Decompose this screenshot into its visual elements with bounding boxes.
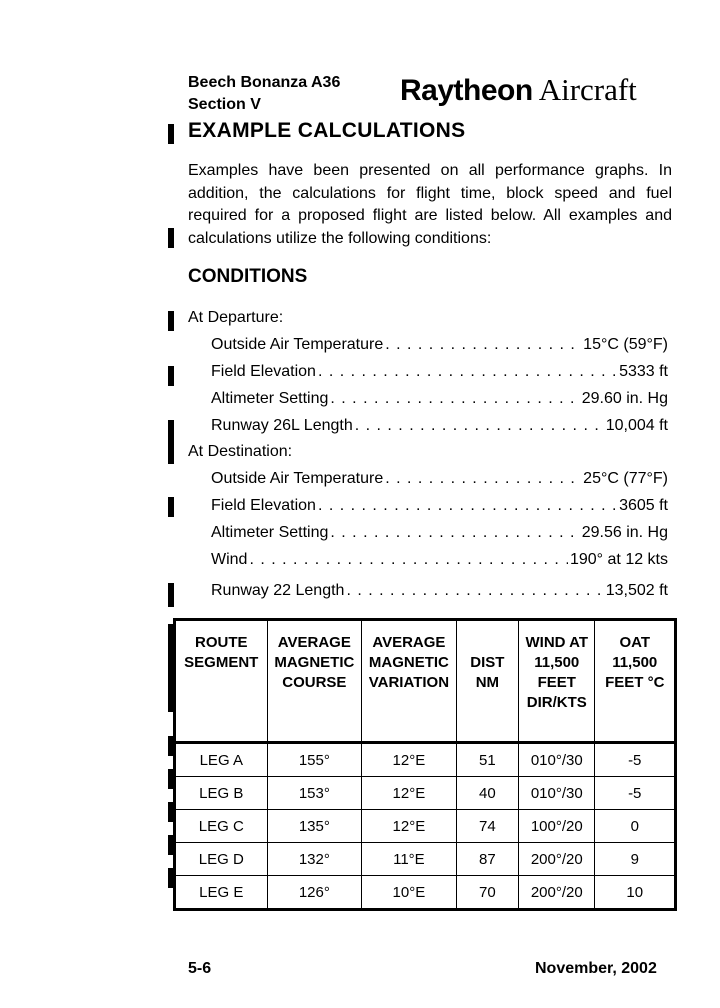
cell-distance: 74 bbox=[456, 810, 518, 843]
table-row bbox=[175, 876, 676, 910]
intro-paragraph: Examples have been presented on all performance graphs. In addition, the calculations for flight time, block speed and fuel required for a proposed flight are listed below. All examples and calculations utilize the following conditions: bbox=[188, 162, 672, 247]
table-row bbox=[175, 743, 676, 777]
cell-course: 153° bbox=[267, 777, 362, 810]
condition-row bbox=[211, 417, 668, 435]
header-magnetic-variation: AVERAGE MAGNETIC VARIATION bbox=[362, 620, 457, 743]
cell-oat: -5 bbox=[595, 777, 676, 810]
change-bar bbox=[168, 497, 174, 517]
condition-row bbox=[211, 497, 668, 515]
cell-variation: 12°E bbox=[362, 743, 457, 777]
condition-row bbox=[211, 470, 668, 488]
cell-wind: 100°/20 bbox=[519, 810, 595, 843]
cell-segment: LEG B bbox=[175, 777, 268, 810]
cell-distance: 51 bbox=[456, 743, 518, 777]
cell-course: 155° bbox=[267, 743, 362, 777]
condition-label: Altimeter Setting bbox=[211, 524, 329, 541]
condition-label: Altimeter Setting bbox=[211, 390, 329, 407]
condition-row bbox=[211, 582, 668, 600]
condition-value: 190° at 12 kts bbox=[569, 551, 668, 568]
cell-course: 132° bbox=[267, 843, 362, 876]
table-row bbox=[175, 810, 676, 843]
page-number: 5-6 bbox=[188, 960, 212, 977]
header-magnetic-course: AVERAGE MAGNETIC COURSE bbox=[267, 620, 362, 743]
change-bar bbox=[168, 420, 174, 464]
section-label: Section V bbox=[188, 96, 261, 113]
header-route-segment: ROUTE SEGMENT bbox=[175, 620, 268, 743]
change-bar bbox=[168, 124, 174, 144]
cell-distance: 40 bbox=[456, 777, 518, 810]
brand-word: Aircraft bbox=[538, 72, 637, 107]
raytheon-logo bbox=[400, 72, 637, 108]
change-bar bbox=[168, 228, 174, 248]
page-title: EXAMPLE CALCULATIONS bbox=[188, 119, 466, 142]
cell-variation: 11°E bbox=[362, 843, 457, 876]
condition-value: 29.60 in. Hg bbox=[581, 390, 668, 407]
table-header-row bbox=[175, 620, 676, 743]
condition-value: 25°C (77°F) bbox=[583, 470, 668, 487]
cell-segment: LEG E bbox=[175, 876, 268, 910]
cell-oat: -5 bbox=[595, 743, 676, 777]
cell-wind: 200°/20 bbox=[519, 876, 595, 910]
cell-oat: 10 bbox=[595, 876, 676, 910]
route-table bbox=[173, 618, 677, 911]
cell-wind: 200°/20 bbox=[519, 843, 595, 876]
condition-value: 10,004 ft bbox=[605, 417, 668, 434]
header-oat: OAT 11,500 FEET °C bbox=[595, 620, 676, 743]
condition-label: Runway 22 Length bbox=[211, 582, 345, 599]
condition-label: Wind bbox=[211, 551, 248, 568]
condition-label: Outside Air Temperature bbox=[211, 336, 384, 353]
cell-variation: 10°E bbox=[362, 876, 457, 910]
aircraft-model: Beech Bonanza A36 bbox=[188, 74, 341, 91]
cell-variation: 12°E bbox=[362, 810, 457, 843]
document-header bbox=[188, 72, 340, 116]
condition-value: 29.56 in. Hg bbox=[581, 524, 668, 541]
condition-label: Outside Air Temperature bbox=[211, 470, 384, 487]
condition-row bbox=[211, 551, 668, 569]
cell-distance: 70 bbox=[456, 876, 518, 910]
change-bar bbox=[168, 583, 174, 607]
conditions-heading: CONDITIONS bbox=[188, 266, 308, 287]
cell-oat: 9 bbox=[595, 843, 676, 876]
cell-course: 126° bbox=[267, 876, 362, 910]
cell-segment: LEG D bbox=[175, 843, 268, 876]
condition-label: Field Elevation bbox=[211, 363, 316, 380]
table-row bbox=[175, 843, 676, 876]
cell-variation: 12°E bbox=[362, 777, 457, 810]
condition-value: 13,502 ft bbox=[605, 582, 668, 599]
change-bar bbox=[168, 366, 174, 386]
condition-label: Field Elevation bbox=[211, 497, 316, 514]
header-wind: WIND AT 11,500 FEET DIR/KTS bbox=[519, 620, 595, 743]
table-row bbox=[175, 777, 676, 810]
condition-row bbox=[211, 390, 668, 408]
condition-label: Runway 26L Length bbox=[211, 417, 353, 434]
condition-value: 5333 ft bbox=[619, 363, 668, 380]
destination-label: At Destination: bbox=[188, 443, 293, 460]
condition-row bbox=[211, 524, 668, 542]
cell-wind: 010°/30 bbox=[519, 743, 595, 777]
change-bar bbox=[168, 311, 174, 331]
brand-mark: Raytheon bbox=[400, 74, 533, 107]
header-distance: DIST NM bbox=[456, 620, 518, 743]
cell-oat: 0 bbox=[595, 810, 676, 843]
revision-date: November, 2002 bbox=[535, 960, 657, 977]
cell-segment: LEG C bbox=[175, 810, 268, 843]
condition-row bbox=[211, 363, 668, 381]
cell-distance: 87 bbox=[456, 843, 518, 876]
condition-value: 3605 ft bbox=[619, 497, 668, 514]
departure-label: At Departure: bbox=[188, 309, 284, 326]
condition-value: 15°C (59°F) bbox=[583, 336, 668, 353]
condition-row bbox=[211, 336, 668, 354]
cell-wind: 010°/30 bbox=[519, 777, 595, 810]
cell-segment: LEG A bbox=[175, 743, 268, 777]
cell-course: 135° bbox=[267, 810, 362, 843]
